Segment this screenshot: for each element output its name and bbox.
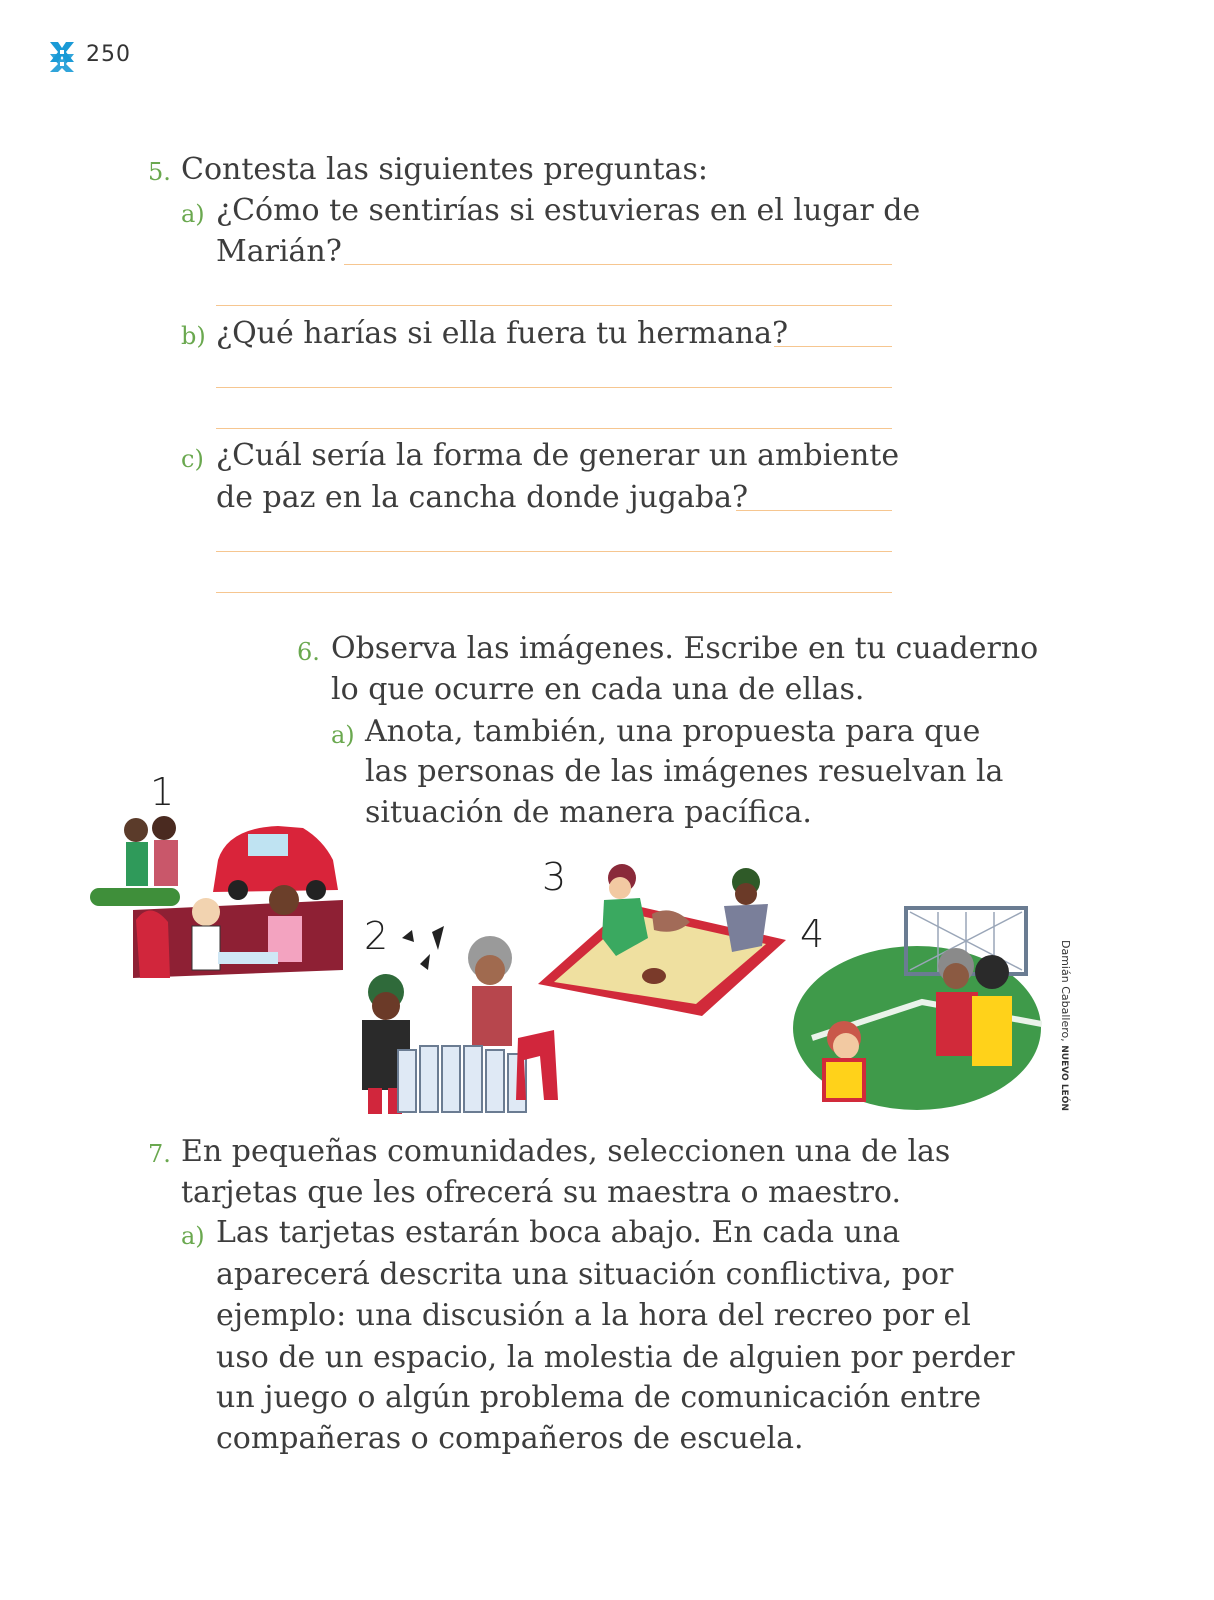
illustration-credit xyxy=(1059,940,1072,1111)
question-5a-text-line2: Marián? xyxy=(216,234,342,269)
question-6a-text-line2: las personas de las imágenes resuelvan la xyxy=(365,754,1004,789)
question-7a-text-line1: Las tarjetas estarán boca abajo. En cada una xyxy=(216,1215,901,1250)
question-5c-text-line2: de paz en la cancha donde jugaba? xyxy=(216,480,749,515)
question-6-text-line1: Observa las imágenes. Escribe en tu cuaderno xyxy=(331,631,1039,666)
illustration-3-label: 3 xyxy=(542,855,567,899)
question-7a-text-line5: un juego o algún problema de comunicación entre xyxy=(216,1380,982,1415)
illustration-3-sandbox-dispute xyxy=(536,860,788,1020)
illustration-4-label: 4 xyxy=(800,912,825,956)
illustration-1-kids-by-car xyxy=(88,800,348,980)
question-5b-text: ¿Qué harías si ella fuera tu hermana? xyxy=(216,316,789,351)
question-6a-letter: a) xyxy=(331,721,355,749)
question-5c-letter: c) xyxy=(181,445,204,473)
question-5-number: 5. xyxy=(148,158,171,186)
question-7-number: 7. xyxy=(148,1140,171,1168)
question-7-text-line1: En pequeñas comunidades, seleccionen una de las xyxy=(181,1134,951,1169)
question-6-number: 6. xyxy=(297,638,320,666)
illustration-2-label: 2 xyxy=(364,914,389,958)
page-number: 250 xyxy=(86,42,131,67)
cross-pattern-logo-icon xyxy=(48,40,76,74)
answer-line-5c-1[interactable] xyxy=(736,510,892,511)
question-5b-letter: b) xyxy=(181,322,206,350)
answer-line-5b-2[interactable] xyxy=(216,387,892,388)
question-7a-letter: a) xyxy=(181,1222,205,1250)
question-7a-text-line4: uso de un espacio, la molestia de alguien por perder xyxy=(216,1340,1015,1375)
question-5-title: Contesta las siguientes preguntas: xyxy=(181,152,708,187)
answer-line-5c-2[interactable] xyxy=(216,551,892,552)
question-5c-text-line1: ¿Cuál sería la forma de generar un ambiente xyxy=(216,438,900,473)
question-7a-text-line2: aparecerá descrita una situación conflictiva, por xyxy=(216,1257,954,1292)
credit-place: NUEVO LEÓN xyxy=(1059,1045,1069,1111)
answer-line-5c-3[interactable] xyxy=(216,592,892,593)
answer-line-5b-1[interactable] xyxy=(774,346,892,347)
question-7a-text-line3: ejemplo: una discusión a la hora del recreo por el xyxy=(216,1298,971,1333)
question-6-text-line2: lo que ocurre en cada una de ellas. xyxy=(331,672,865,707)
question-7-text-line2: tarjetas que les ofrecerá su maestra o maestro. xyxy=(181,1175,901,1210)
question-6a-text-line1: Anota, también, una propuesta para que xyxy=(365,714,981,749)
question-7a-text-line6: compañeras o compañeros de escuela. xyxy=(216,1421,804,1456)
answer-line-5a-1[interactable] xyxy=(344,264,892,265)
answer-line-5b-3[interactable] xyxy=(216,428,892,429)
answer-line-5a-2[interactable] xyxy=(216,305,892,306)
illustration-4-soccer-argument xyxy=(792,906,1042,1112)
question-5a-letter: a) xyxy=(181,200,205,228)
illustration-1-label: 1 xyxy=(150,770,175,814)
question-5a-text-line1: ¿Cómo te sentirías si estuvieras en el lugar de xyxy=(216,193,921,228)
illustration-2-fence-argument xyxy=(340,920,565,1115)
credit-name: Damián Caballero, xyxy=(1059,940,1072,1042)
question-6a-text-line3: situación de manera pacífica. xyxy=(365,795,812,830)
